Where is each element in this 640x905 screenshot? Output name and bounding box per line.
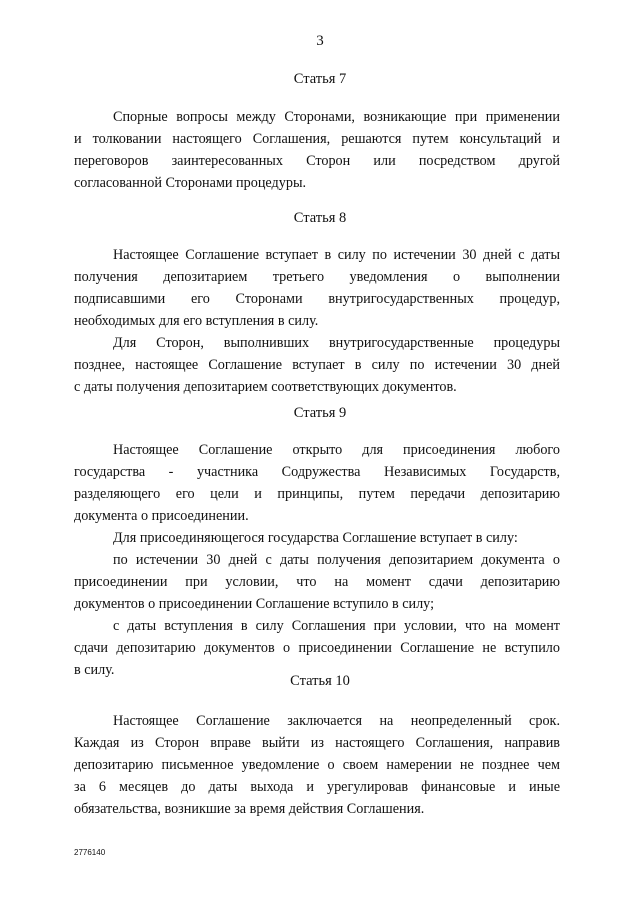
article-8-line-2: получения депозитарием третьего уведомления о выполнении: [74, 269, 560, 285]
article-9-line-10: сдачи депозитарию документов о присоединении Соглашение не вступило: [74, 640, 560, 656]
article-9-line-11: в силу.: [74, 662, 115, 678]
article-9-line-9: с даты вступления в силу Соглашения при условии, что на момент: [113, 618, 560, 634]
article-9-line-4: документа о присоединении.: [74, 508, 249, 524]
article-10-title: Статья 10: [290, 673, 350, 689]
article-10-line-2: Каждая из Сторон вправе выйти из настоящего Соглашения, направив: [74, 735, 560, 751]
article-7-title: Статья 7: [293, 71, 347, 87]
article-7-line-4: согласованной Сторонами процедуры.: [74, 175, 307, 191]
article-8-line-1: Настоящее Соглашение вступает в силу по истечении 30 дней с даты: [113, 247, 560, 263]
article-10-line-1: Настоящее Соглашение заключается на неопределенный срок.: [113, 713, 560, 729]
document-number: 2776140: [74, 848, 106, 857]
article-9-line-5: Для присоединяющегося государства Соглашение вступает в силу:: [113, 530, 518, 546]
article-9-line-3: разделяющего его цели и принципы, путем передачи депозитарию: [74, 486, 560, 502]
article-10-line-3: депозитарию письменное уведомление о своем намерении не позднее чем: [74, 757, 560, 773]
article-9-line-8: документов о присоединении Соглашение вступило в силу;: [74, 596, 435, 612]
article-9-line-7: присоединении при условии, что на момент сдачи депозитарию: [74, 574, 560, 590]
article-8-line-7: с даты получения депозитарием соответствующих документов.: [74, 379, 457, 395]
article-9-line-1: Настоящее Соглашение открыто для присоединения любого: [113, 442, 560, 458]
article-10-line-5: обязательства, возникшие за время действия Соглашения.: [74, 801, 425, 817]
article-7-line-3: переговоров заинтересованных Сторон или посредством другой: [74, 153, 560, 169]
article-8-line-4: необходимых для его вступления в силу.: [74, 313, 319, 329]
article-9-title: Статья 9: [293, 405, 347, 421]
article-8-line-6: позднее, настоящее Соглашение вступает в силу по истечении 30 дней: [74, 357, 560, 373]
page-number: 3: [316, 33, 324, 49]
article-7-line-1: Спорные вопросы между Сторонами, возникающие при применении: [113, 109, 560, 125]
article-10-line-4: за 6 месяцев до даты выхода и урегулировав финансовые и иные: [74, 779, 560, 795]
article-9-line-6: по истечении 30 дней с даты получения депозитарием документа о: [113, 552, 560, 568]
article-9-line-2: государства - участника Содружества Независимых Государств,: [74, 464, 560, 480]
article-8-line-3: подписавшими его Сторонами внутригосударственных процедур,: [74, 291, 560, 307]
article-8-title: Статья 8: [293, 210, 347, 226]
article-7-line-2: и толковании настоящего Соглашения, решаются путем консультаций и: [74, 131, 560, 147]
article-8-line-5: Для Сторон, выполнивших внутригосударственные процедуры: [113, 335, 560, 351]
